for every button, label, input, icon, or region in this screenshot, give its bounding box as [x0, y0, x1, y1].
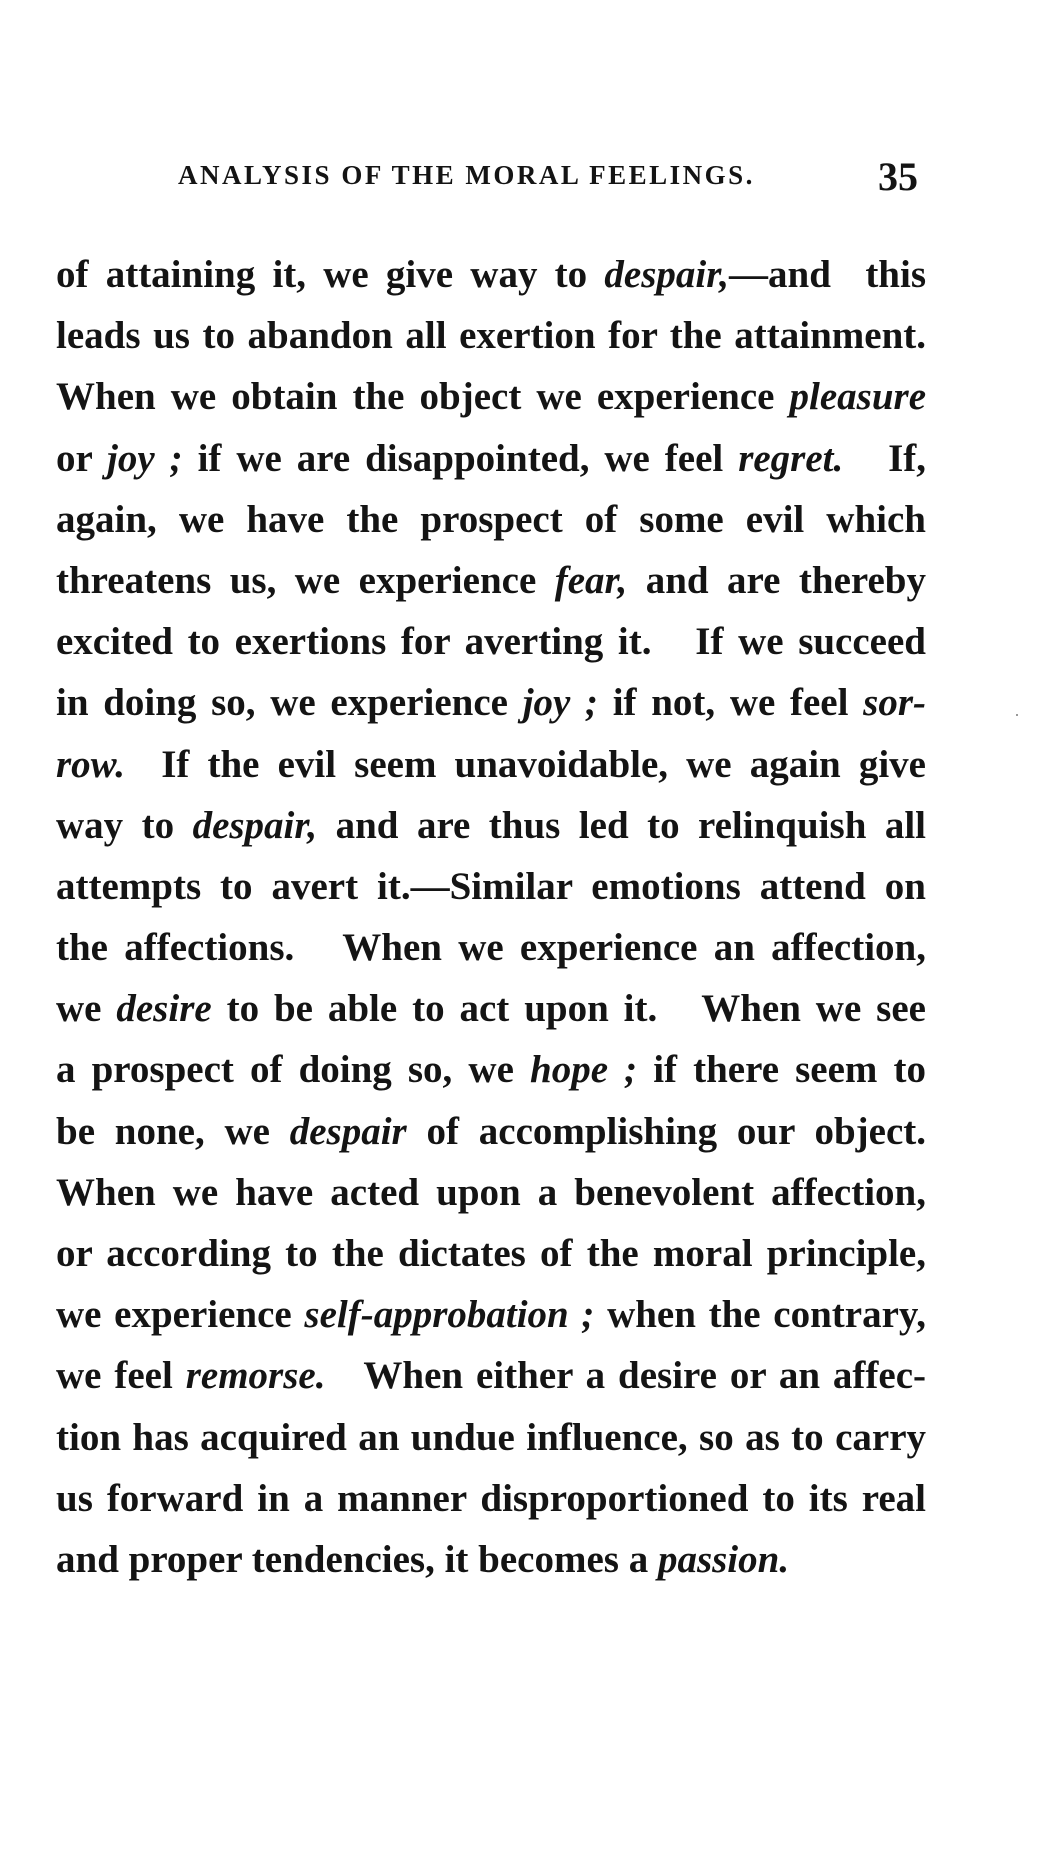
italic-term: desire [116, 987, 212, 1031]
text-run: or according to the dictates of the moral principle, [56, 1232, 926, 1275]
text-line [56, 1101, 926, 1162]
text-run: if we are disappointed, we feel [182, 436, 739, 480]
text-line [56, 550, 926, 611]
italic-term: pleasure [789, 375, 926, 419]
text-run: When either a desire or an affec- [325, 1354, 926, 1398]
italic-term: despair [289, 1109, 407, 1153]
text-line [56, 366, 926, 427]
body-paragraph [56, 244, 926, 1590]
italic-term: passion. [657, 1537, 790, 1581]
text-line [56, 305, 926, 366]
text-line [56, 917, 926, 978]
text-run: be none, we [56, 1109, 290, 1153]
text-line [56, 1407, 926, 1468]
text-line [56, 1162, 926, 1223]
text-run: and proper tendencies, it becomes a [56, 1537, 658, 1581]
text-run: if not, we feel [598, 681, 864, 725]
text-run: if there seem to [637, 1048, 927, 1092]
text-run: way to [56, 803, 193, 847]
text-run: tion has acquired an undue influence, so as to carry [56, 1415, 926, 1459]
page-number: 35 [878, 154, 918, 199]
text-line [56, 1223, 926, 1284]
text-line [56, 978, 926, 1039]
text-run: we experience [56, 1293, 305, 1337]
text-line [56, 1039, 926, 1100]
text-run: —and this [729, 253, 927, 296]
text-run: of attaining it, we give way to [56, 253, 605, 296]
text-run: leads us to abandon all exertion for the attainment. [56, 314, 926, 358]
italic-term: hope ; [530, 1048, 638, 1092]
text-line [56, 1284, 926, 1345]
text-line [56, 856, 926, 917]
text-line [56, 672, 926, 733]
text-line [56, 244, 926, 305]
italic-term: joy ; [107, 436, 183, 480]
text-line [56, 1345, 926, 1406]
text-run: threatens us, we experience [56, 558, 555, 602]
print-speck [1016, 714, 1018, 716]
text-run: When we obtain the object we experience [56, 375, 790, 419]
italic-term: despair, [604, 253, 729, 296]
italic-term: sor- [863, 681, 926, 725]
italic-term: despair, [192, 803, 318, 847]
text-run: When we have acted upon a benevolent affection, [56, 1170, 926, 1214]
italic-term: self-approbation ; [304, 1293, 595, 1337]
text-line [56, 611, 926, 672]
italic-term: remorse. [185, 1354, 326, 1398]
text-run: and are thus led to relinquish all [317, 803, 926, 847]
italic-term: fear, [554, 558, 628, 602]
text-run: attempts to avert it.—Similar emotions attend on [56, 864, 926, 908]
text-line [56, 1468, 926, 1529]
text-run: we feel [56, 1354, 186, 1398]
text-run: or [56, 436, 108, 480]
text-run: a prospect of doing so, we [56, 1048, 530, 1092]
text-line [56, 428, 926, 489]
text-run: to be able to act upon it. When we see [211, 987, 926, 1031]
text-run: us forward in a manner disproportioned to its real [56, 1476, 926, 1520]
text-run: and are thereby [627, 558, 926, 602]
text-run: excited to exertions for averting it. If we succeed [56, 620, 926, 664]
text-line [56, 489, 926, 550]
italic-term: regret. [738, 436, 844, 480]
text-line [56, 1529, 926, 1590]
text-run: of accomplishing our object. [406, 1109, 926, 1153]
italic-term: row. [56, 742, 125, 786]
text-run: again, we have the prospect of some evil which [56, 497, 926, 541]
text-run: the affections. When we experience an affection, [56, 926, 926, 970]
text-line [56, 795, 926, 856]
text-run: If the evil seem unavoidable, we again give [125, 742, 926, 786]
text-run: we [56, 987, 117, 1031]
text-line [56, 734, 926, 795]
text-run: in doing so, we experience [56, 681, 523, 725]
text-run: If, [843, 436, 926, 480]
text-run: when the contrary, [594, 1293, 926, 1337]
running-head-title: ANALYSIS OF THE MORAL FEELINGS. [178, 160, 755, 190]
italic-term: joy ; [522, 681, 599, 725]
